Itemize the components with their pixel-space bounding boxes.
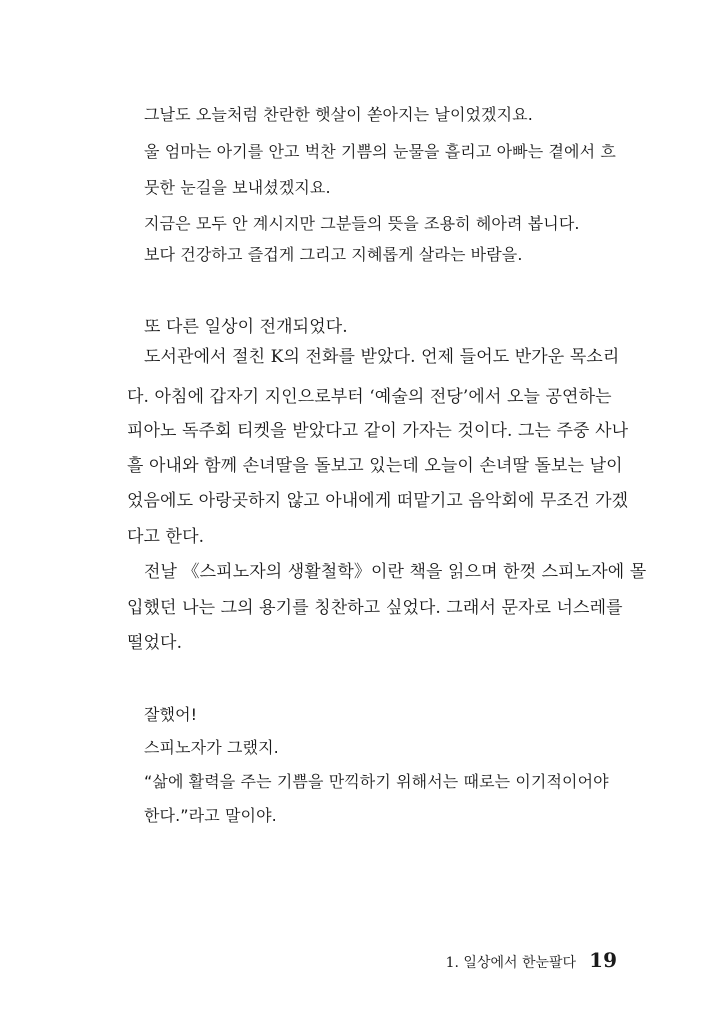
text-line: 보다 건강하고 즐겁게 그리고 지혜롭게 살라는 바람을. bbox=[144, 245, 523, 264]
text-line: 잘했어! bbox=[144, 705, 198, 724]
text-line: 한다.”라고 말이야. bbox=[144, 806, 277, 825]
text-line: 뭇한 눈길을 보내셨겠지요. bbox=[144, 178, 331, 197]
text-line: 다고 한다. bbox=[127, 527, 205, 547]
text-line: 었음에도 아랑곳하지 않고 아내에게 떠맡기고 음악회에 무조건 가겠 bbox=[127, 491, 629, 511]
page-number: 19 bbox=[589, 948, 617, 972]
text-line: 피아노 독주회 티켓을 받았다고 같이 가자는 것이다. 그는 주중 사나 bbox=[127, 421, 629, 441]
chapter-title: 1. 일상에서 한눈팔다 bbox=[445, 955, 577, 971]
text-line: 흘 아내와 함께 손녀딸을 돌보고 있는데 오늘이 손녀딸 돌보는 날이 bbox=[127, 456, 623, 476]
text-line: 떨었다. bbox=[127, 633, 183, 653]
text-line: 도서관에서 절친 K의 전화를 받았다. 언제 들어도 반가운 목소리 bbox=[144, 347, 620, 367]
text-line: 지금은 모두 안 계시지만 그분들의 뜻을 조용히 헤아려 봅니다. bbox=[144, 214, 580, 233]
text-line: 전날 《스피노자의 생활철학》이란 책을 읽으며 한껏 스피노자에 몰 bbox=[144, 562, 647, 582]
text-line: 입했던 나는 그의 용기를 칭찬하고 싶었다. 그래서 문자로 너스레를 bbox=[127, 598, 623, 618]
text-line: “삶에 활력을 주는 기쁨을 만끽하기 위해서는 때로는 이기적이어야 bbox=[144, 772, 609, 791]
page-footer bbox=[446, 948, 617, 972]
text-line: 스피노자가 그랬지. bbox=[144, 738, 279, 757]
text-line: 다. 아침에 갑자기 지인으로부터 ‘예술의 전당’에서 오늘 공연하는 bbox=[127, 387, 612, 407]
text-line: 울 엄마는 아기를 안고 벅찬 기쁨의 눈물을 흘리고 아빠는 곁에서 흐 bbox=[144, 142, 616, 161]
text-line: 그날도 오늘처럼 찬란한 햇살이 쏟아지는 날이었겠지요. bbox=[144, 105, 533, 124]
text-line: 또 다른 일상이 전개되었다. bbox=[144, 317, 348, 337]
